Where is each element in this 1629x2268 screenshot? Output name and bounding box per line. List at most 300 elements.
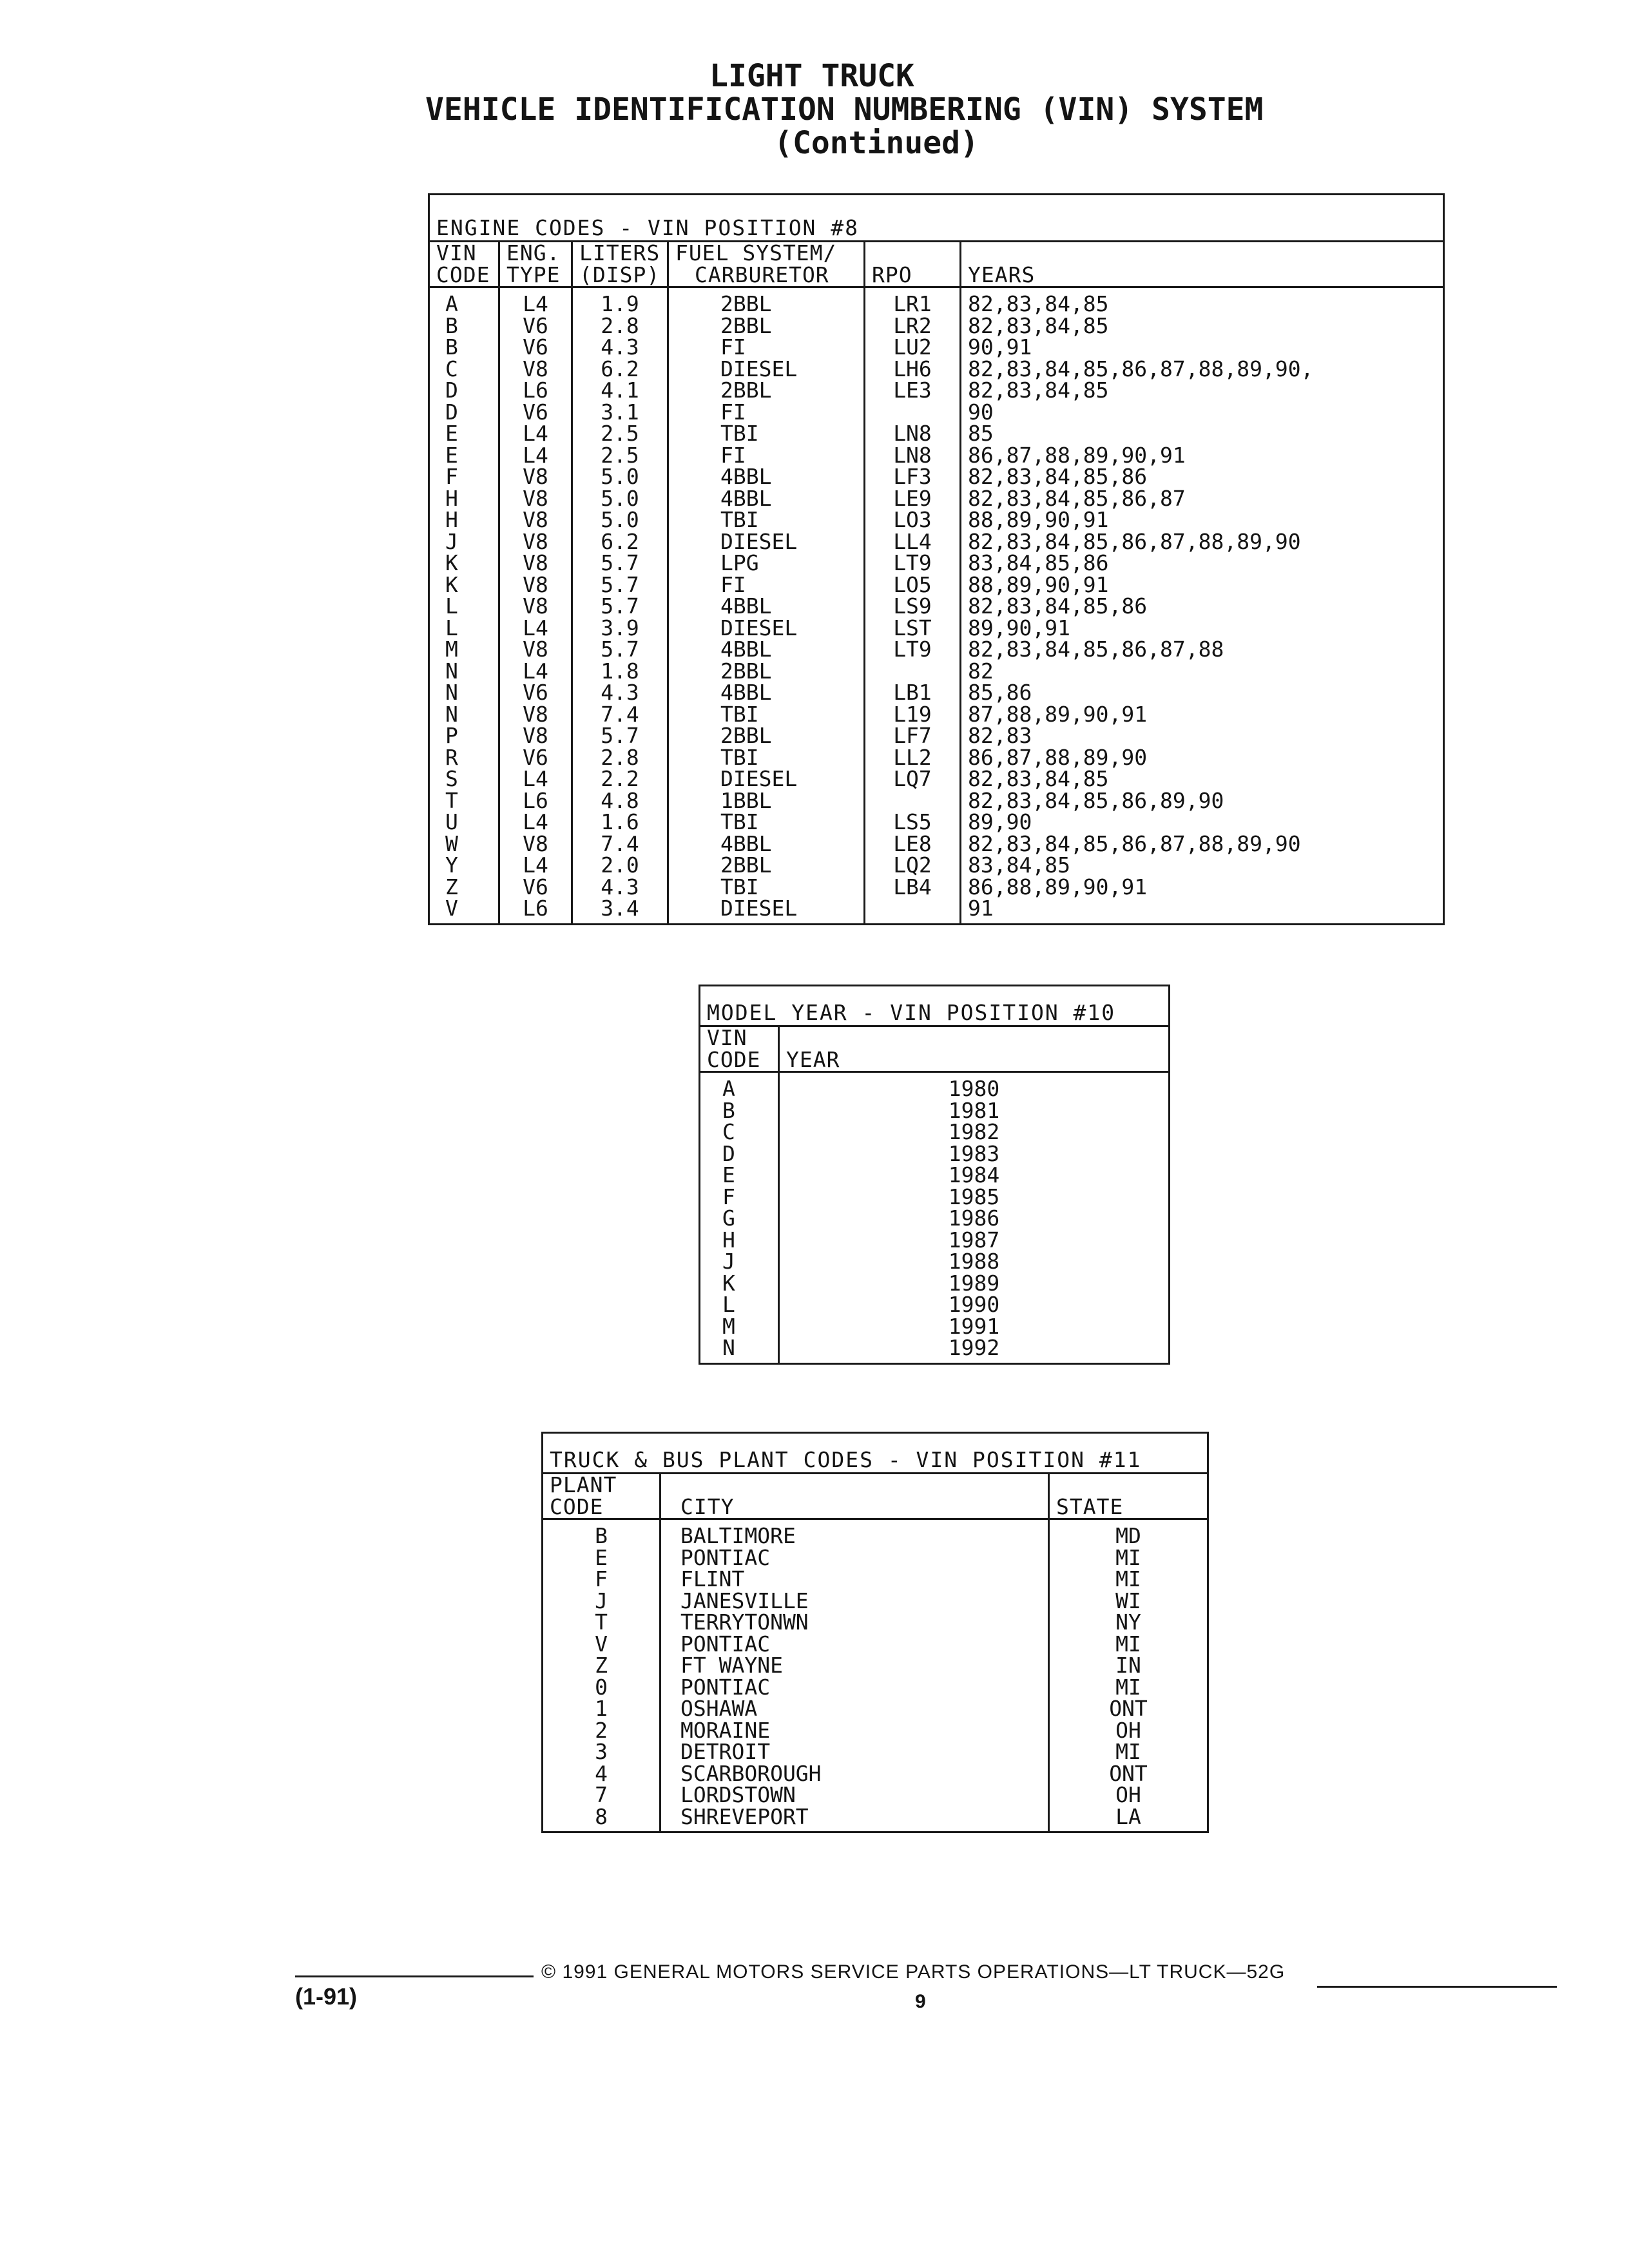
engine-row xyxy=(429,811,1444,833)
model-cell: 1991 xyxy=(779,1316,1170,1338)
plant-cell: E xyxy=(543,1547,660,1569)
engine-cell: DIESEL xyxy=(668,531,865,553)
engine-cell: 82,83,84,85 xyxy=(961,287,1444,315)
engine-cell: 2BBL xyxy=(668,725,865,747)
engine-cell: LT9 xyxy=(865,639,961,660)
engine-cell: LB4 xyxy=(865,876,961,898)
engine-cell: DIESEL xyxy=(668,358,865,380)
model-cell: 1987 xyxy=(779,1229,1170,1251)
engine-cell: 5.7 xyxy=(572,552,668,574)
model-year-table xyxy=(699,985,1170,1365)
engine-cell: 82,83,84,85,86,87,88 xyxy=(961,639,1444,660)
plant-cell: ONT xyxy=(1049,1763,1208,1785)
engine-row xyxy=(429,509,1444,531)
engine-cell xyxy=(865,790,961,812)
model-table-caption: MODEL YEAR - VIN POSITION #10 xyxy=(700,986,1170,1026)
engine-cell: R xyxy=(429,747,499,769)
footer-copyright: © 1991 GENERAL MOTORS SERVICE PARTS OPERATIONS—LT TRUCK—52G xyxy=(541,1961,1286,1983)
engine-cell: V6 xyxy=(499,401,572,423)
engine-cell: 4.3 xyxy=(572,336,668,358)
model-cell: 1990 xyxy=(779,1294,1170,1316)
engine-cell: L6 xyxy=(499,380,572,401)
engine-cell: K xyxy=(429,552,499,574)
engine-cell: C xyxy=(429,358,499,380)
plant-row xyxy=(543,1763,1208,1785)
plant-cell: PONTIAC xyxy=(660,1547,1049,1569)
engine-cell: FI xyxy=(668,445,865,466)
model-cell: K xyxy=(700,1273,779,1294)
engine-cell: D xyxy=(429,380,499,401)
engine-row xyxy=(429,876,1444,898)
engine-row xyxy=(429,617,1444,639)
plant-cell: T xyxy=(543,1611,660,1633)
engine-cell: 1.8 xyxy=(572,660,668,682)
model-row xyxy=(700,1164,1170,1186)
engine-cell: 6.2 xyxy=(572,358,668,380)
engine-cell: 4.8 xyxy=(572,790,668,812)
model-cell: M xyxy=(700,1316,779,1338)
engine-cell: 82,83,84,85,86,87,88,89,90 xyxy=(961,833,1444,855)
engine-cell: 91 xyxy=(961,898,1444,924)
model-cell: 1989 xyxy=(779,1273,1170,1294)
engine-row xyxy=(429,423,1444,445)
engine-row xyxy=(429,768,1444,790)
plant-row xyxy=(543,1568,1208,1590)
plant-cell: PONTIAC xyxy=(660,1677,1049,1698)
engine-cell: V8 xyxy=(499,531,572,553)
engine-cell: H xyxy=(429,488,499,510)
engine-cell: K xyxy=(429,574,499,596)
engine-cell: LF7 xyxy=(865,725,961,747)
engine-cell: 2.8 xyxy=(572,747,668,769)
engine-row xyxy=(429,854,1444,876)
engine-cell: W xyxy=(429,833,499,855)
engine-row xyxy=(429,725,1444,747)
engine-cell: 86,87,88,89,90 xyxy=(961,747,1444,769)
engine-cell: 83,84,85,86 xyxy=(961,552,1444,574)
engine-cell: 82,83,84,85,86,87,88,89,90, xyxy=(961,358,1444,380)
engine-cell: FI xyxy=(668,401,865,423)
model-cell: 1980 xyxy=(779,1072,1170,1100)
engine-cell: F xyxy=(429,466,499,488)
engine-cell: LB1 xyxy=(865,682,961,704)
header-line-1: LIGHT TRUCK xyxy=(709,58,914,94)
engine-cell: DIESEL xyxy=(668,898,865,924)
engine-cell: LE8 xyxy=(865,833,961,855)
footer-rule-left xyxy=(295,1975,534,1977)
plant-row xyxy=(543,1806,1208,1832)
plant-cell: MI xyxy=(1049,1633,1208,1655)
model-cell: 1992 xyxy=(779,1337,1170,1363)
engine-cell: FI xyxy=(668,336,865,358)
plant-cell: NY xyxy=(1049,1611,1208,1633)
engine-cell: T xyxy=(429,790,499,812)
engine-cell: 2.5 xyxy=(572,423,668,445)
engine-cell: 82,83,84,85 xyxy=(961,768,1444,790)
model-cell: C xyxy=(700,1121,779,1143)
plant-cell: LORDSTOWN xyxy=(660,1784,1049,1806)
engine-cell: V6 xyxy=(499,876,572,898)
plant-cell: MI xyxy=(1049,1741,1208,1763)
model-header-vin-code: VIN CODE xyxy=(700,1026,779,1072)
plant-cell: BALTIMORE xyxy=(660,1519,1049,1547)
engine-cell: L6 xyxy=(499,898,572,924)
engine-cell: S xyxy=(429,768,499,790)
plant-cell: Z xyxy=(543,1655,660,1677)
engine-row xyxy=(429,287,1444,315)
engine-cell: D xyxy=(429,401,499,423)
engine-cell: 2.0 xyxy=(572,854,668,876)
engine-cell: 1BBL xyxy=(668,790,865,812)
engine-header-rpo: RPO xyxy=(865,242,961,287)
engine-cell: LS9 xyxy=(865,595,961,617)
engine-cell: 5.0 xyxy=(572,509,668,531)
engine-cell: 4.1 xyxy=(572,380,668,401)
plant-cell: B xyxy=(543,1519,660,1547)
engine-cell: V8 xyxy=(499,358,572,380)
plant-cell: MORAINE xyxy=(660,1720,1049,1742)
engine-row xyxy=(429,401,1444,423)
plant-cell: SHREVEPORT xyxy=(660,1806,1049,1832)
engine-row xyxy=(429,682,1444,704)
engine-cell: 82,83,84,85,86,89,90 xyxy=(961,790,1444,812)
engine-cell: 2BBL xyxy=(668,315,865,337)
engine-row xyxy=(429,466,1444,488)
engine-cell: L4 xyxy=(499,854,572,876)
plant-row xyxy=(543,1611,1208,1633)
model-row xyxy=(700,1072,1170,1100)
model-cell: B xyxy=(700,1100,779,1122)
engine-cell: L4 xyxy=(499,287,572,315)
engine-cell: V8 xyxy=(499,574,572,596)
plant-row xyxy=(543,1519,1208,1547)
engine-cell: Y xyxy=(429,854,499,876)
plant-row xyxy=(543,1633,1208,1655)
model-row xyxy=(700,1294,1170,1316)
model-row xyxy=(700,1273,1170,1294)
engine-cell: TBI xyxy=(668,811,865,833)
engine-cell: TBI xyxy=(668,509,865,531)
engine-cell: 2.5 xyxy=(572,445,668,466)
engine-cell: 4.3 xyxy=(572,876,668,898)
plant-cell: FLINT xyxy=(660,1568,1049,1590)
engine-cell: LT9 xyxy=(865,552,961,574)
engine-cell: 2BBL xyxy=(668,287,865,315)
engine-cell: LO3 xyxy=(865,509,961,531)
plant-row xyxy=(543,1698,1208,1720)
plant-cell: FT WAYNE xyxy=(660,1655,1049,1677)
engine-cell: 7.4 xyxy=(572,833,668,855)
plant-codes-table xyxy=(541,1432,1209,1833)
model-cell: 1983 xyxy=(779,1143,1170,1165)
model-row xyxy=(700,1186,1170,1208)
engine-cell: LQ2 xyxy=(865,854,961,876)
plant-cell: OH xyxy=(1049,1784,1208,1806)
engine-cell: 82,83,84,85,86 xyxy=(961,466,1444,488)
model-cell: F xyxy=(700,1186,779,1208)
engine-cell: LU2 xyxy=(865,336,961,358)
plant-row xyxy=(543,1677,1208,1698)
model-cell: E xyxy=(700,1164,779,1186)
plant-cell: OSHAWA xyxy=(660,1698,1049,1720)
engine-cell: 1.9 xyxy=(572,287,668,315)
engine-cell: 5.7 xyxy=(572,595,668,617)
engine-cell: L4 xyxy=(499,811,572,833)
engine-cell: 6.2 xyxy=(572,531,668,553)
engine-cell: LR1 xyxy=(865,287,961,315)
model-cell: 1985 xyxy=(779,1186,1170,1208)
engine-cell: 2BBL xyxy=(668,380,865,401)
engine-row xyxy=(429,336,1444,358)
engine-cell: 82,83,84,85 xyxy=(961,315,1444,337)
engine-cell: LL2 xyxy=(865,747,961,769)
engine-cell: 88,89,90,91 xyxy=(961,574,1444,596)
model-row xyxy=(700,1143,1170,1165)
model-cell: 1982 xyxy=(779,1121,1170,1143)
plant-cell: MI xyxy=(1049,1547,1208,1569)
model-cell: 1984 xyxy=(779,1164,1170,1186)
engine-cell: V6 xyxy=(499,747,572,769)
engine-cell: V8 xyxy=(499,639,572,660)
engine-cell: V xyxy=(429,898,499,924)
engine-cell: 3.1 xyxy=(572,401,668,423)
engine-cell: 5.7 xyxy=(572,725,668,747)
model-row xyxy=(700,1121,1170,1143)
plant-cell: DETROIT xyxy=(660,1741,1049,1763)
plant-row xyxy=(543,1547,1208,1569)
engine-row xyxy=(429,380,1444,401)
engine-row xyxy=(429,639,1444,660)
plant-row xyxy=(543,1784,1208,1806)
engine-cell: L4 xyxy=(499,445,572,466)
engine-cell: 1.6 xyxy=(572,811,668,833)
plant-cell: WI xyxy=(1049,1590,1208,1612)
engine-cell: TBI xyxy=(668,423,865,445)
plant-cell: JANESVILLE xyxy=(660,1590,1049,1612)
engine-cell: 90,91 xyxy=(961,336,1444,358)
engine-cell: N xyxy=(429,682,499,704)
engine-cell: E xyxy=(429,445,499,466)
model-cell: 1981 xyxy=(779,1100,1170,1122)
engine-cell: 83,84,85 xyxy=(961,854,1444,876)
engine-cell: LF3 xyxy=(865,466,961,488)
engine-cell: LQ7 xyxy=(865,768,961,790)
model-cell: L xyxy=(700,1294,779,1316)
engine-cell: 4BBL xyxy=(668,595,865,617)
plant-cell: 3 xyxy=(543,1741,660,1763)
plant-cell: J xyxy=(543,1590,660,1612)
engine-cell: 89,90 xyxy=(961,811,1444,833)
model-cell: D xyxy=(700,1143,779,1165)
engine-cell: 2BBL xyxy=(668,854,865,876)
engine-cell: 4.3 xyxy=(572,682,668,704)
engine-cell: LE9 xyxy=(865,488,961,510)
engine-cell: LS5 xyxy=(865,811,961,833)
model-row xyxy=(700,1100,1170,1122)
engine-cell: 2.2 xyxy=(572,768,668,790)
engine-row xyxy=(429,315,1444,337)
engine-cell: TBI xyxy=(668,704,865,726)
engine-cell xyxy=(865,898,961,924)
engine-cell: V8 xyxy=(499,509,572,531)
plant-cell: IN xyxy=(1049,1655,1208,1677)
engine-cell: 7.4 xyxy=(572,704,668,726)
engine-cell: 4BBL xyxy=(668,639,865,660)
plant-cell: 0 xyxy=(543,1677,660,1698)
engine-cell: L xyxy=(429,595,499,617)
engine-cell: 5.0 xyxy=(572,488,668,510)
engine-cell: 2BBL xyxy=(668,660,865,682)
engine-cell: LO5 xyxy=(865,574,961,596)
model-row xyxy=(700,1337,1170,1363)
engine-cell: 5.7 xyxy=(572,639,668,660)
engine-cell: 82,83,84,85,86,87 xyxy=(961,488,1444,510)
model-cell: N xyxy=(700,1337,779,1363)
engine-cell: 2.8 xyxy=(572,315,668,337)
plant-table-body xyxy=(543,1519,1208,1832)
engine-cell: DIESEL xyxy=(668,768,865,790)
engine-cell: Z xyxy=(429,876,499,898)
model-row xyxy=(700,1229,1170,1251)
engine-cell: 4BBL xyxy=(668,466,865,488)
engine-cell: 86,87,88,89,90,91 xyxy=(961,445,1444,466)
engine-row xyxy=(429,358,1444,380)
plant-header-state: STATE xyxy=(1049,1474,1208,1519)
plant-cell: 2 xyxy=(543,1720,660,1742)
model-header-year: YEAR xyxy=(779,1026,1170,1072)
engine-header-vin-code: VIN CODE xyxy=(429,242,499,287)
model-row xyxy=(700,1316,1170,1338)
engine-cell: 4BBL xyxy=(668,682,865,704)
engine-row xyxy=(429,704,1444,726)
plant-header-city: CITY xyxy=(660,1474,1049,1519)
plant-cell: F xyxy=(543,1568,660,1590)
model-cell: 1986 xyxy=(779,1207,1170,1229)
model-cell: H xyxy=(700,1229,779,1251)
plant-cell: MI xyxy=(1049,1677,1208,1698)
engine-header-years: YEARS xyxy=(961,242,1444,287)
engine-cell: 3.9 xyxy=(572,617,668,639)
plant-cell: 8 xyxy=(543,1806,660,1832)
engine-cell: V6 xyxy=(499,336,572,358)
engine-header-eng-type: ENG. TYPE xyxy=(499,242,572,287)
plant-cell: 1 xyxy=(543,1698,660,1720)
plant-cell: OH xyxy=(1049,1720,1208,1742)
engine-cell: V8 xyxy=(499,466,572,488)
footer-rule-right xyxy=(1317,1986,1557,1988)
engine-header-liters: LITERS (DISP) xyxy=(572,242,668,287)
plant-cell: MI xyxy=(1049,1568,1208,1590)
engine-cell: A xyxy=(429,287,499,315)
engine-cell: 86,88,89,90,91 xyxy=(961,876,1444,898)
engine-cell: 88,89,90,91 xyxy=(961,509,1444,531)
engine-cell xyxy=(865,401,961,423)
model-cell: G xyxy=(700,1207,779,1229)
engine-cell: V8 xyxy=(499,488,572,510)
engine-cell: 5.0 xyxy=(572,466,668,488)
plant-cell: V xyxy=(543,1633,660,1655)
engine-table-body xyxy=(429,287,1444,925)
engine-cell: 82,83,84,85,86,87,88,89,90 xyxy=(961,531,1444,553)
engine-cell: V8 xyxy=(499,704,572,726)
engine-cell: LL4 xyxy=(865,531,961,553)
plant-cell: LA xyxy=(1049,1806,1208,1832)
plant-cell: 7 xyxy=(543,1784,660,1806)
engine-table-caption: ENGINE CODES - VIN POSITION #8 xyxy=(429,195,1444,242)
plant-cell: SCARBOROUGH xyxy=(660,1763,1049,1785)
engine-cell: 87,88,89,90,91 xyxy=(961,704,1444,726)
engine-cell: LH6 xyxy=(865,358,961,380)
engine-cell: N xyxy=(429,660,499,682)
plant-table-caption: TRUCK & BUS PLANT CODES - VIN POSITION #11 xyxy=(543,1433,1208,1474)
engine-cell: V8 xyxy=(499,595,572,617)
engine-cell: P xyxy=(429,725,499,747)
engine-cell: E xyxy=(429,423,499,445)
model-table-body xyxy=(700,1072,1170,1364)
engine-cell: LE3 xyxy=(865,380,961,401)
engine-cell: V8 xyxy=(499,833,572,855)
engine-cell: LR2 xyxy=(865,315,961,337)
engine-cell: DIESEL xyxy=(668,617,865,639)
engine-row xyxy=(429,595,1444,617)
engine-row xyxy=(429,790,1444,812)
model-cell: A xyxy=(700,1072,779,1100)
engine-cell: 82,83 xyxy=(961,725,1444,747)
engine-cell: 4BBL xyxy=(668,833,865,855)
engine-cell: LST xyxy=(865,617,961,639)
plant-row xyxy=(543,1655,1208,1677)
engine-cell: TBI xyxy=(668,747,865,769)
plant-row xyxy=(543,1720,1208,1742)
model-cell: 1988 xyxy=(779,1251,1170,1273)
engine-cell: V8 xyxy=(499,725,572,747)
footer-date-code: (1-91) xyxy=(295,1983,358,2010)
plant-cell: ONT xyxy=(1049,1698,1208,1720)
engine-cell: LN8 xyxy=(865,445,961,466)
model-row xyxy=(700,1251,1170,1273)
engine-cell: FI xyxy=(668,574,865,596)
engine-cell: TBI xyxy=(668,876,865,898)
engine-cell: V8 xyxy=(499,552,572,574)
engine-cell: 85,86 xyxy=(961,682,1444,704)
plant-cell: 4 xyxy=(543,1763,660,1785)
engine-cell: J xyxy=(429,531,499,553)
engine-cell: L xyxy=(429,617,499,639)
engine-cell: 3.4 xyxy=(572,898,668,924)
engine-row xyxy=(429,531,1444,553)
header-line-3: (Continued) xyxy=(774,125,979,161)
engine-codes-table xyxy=(428,193,1445,925)
plant-header-plant-code: PLANT CODE xyxy=(543,1474,660,1519)
plant-row xyxy=(543,1590,1208,1612)
model-cell: J xyxy=(700,1251,779,1273)
engine-cell: 82,83,84,85,86 xyxy=(961,595,1444,617)
engine-cell: L4 xyxy=(499,617,572,639)
engine-cell: 5.7 xyxy=(572,574,668,596)
engine-cell: B xyxy=(429,315,499,337)
engine-row xyxy=(429,898,1444,924)
plant-cell: MD xyxy=(1049,1519,1208,1547)
engine-cell: B xyxy=(429,336,499,358)
engine-cell: L6 xyxy=(499,790,572,812)
engine-row xyxy=(429,488,1444,510)
engine-cell: 82,83,84,85 xyxy=(961,380,1444,401)
engine-cell: U xyxy=(429,811,499,833)
model-row xyxy=(700,1207,1170,1229)
engine-cell: 89,90,91 xyxy=(961,617,1444,639)
engine-row xyxy=(429,552,1444,574)
engine-cell: 4BBL xyxy=(668,488,865,510)
